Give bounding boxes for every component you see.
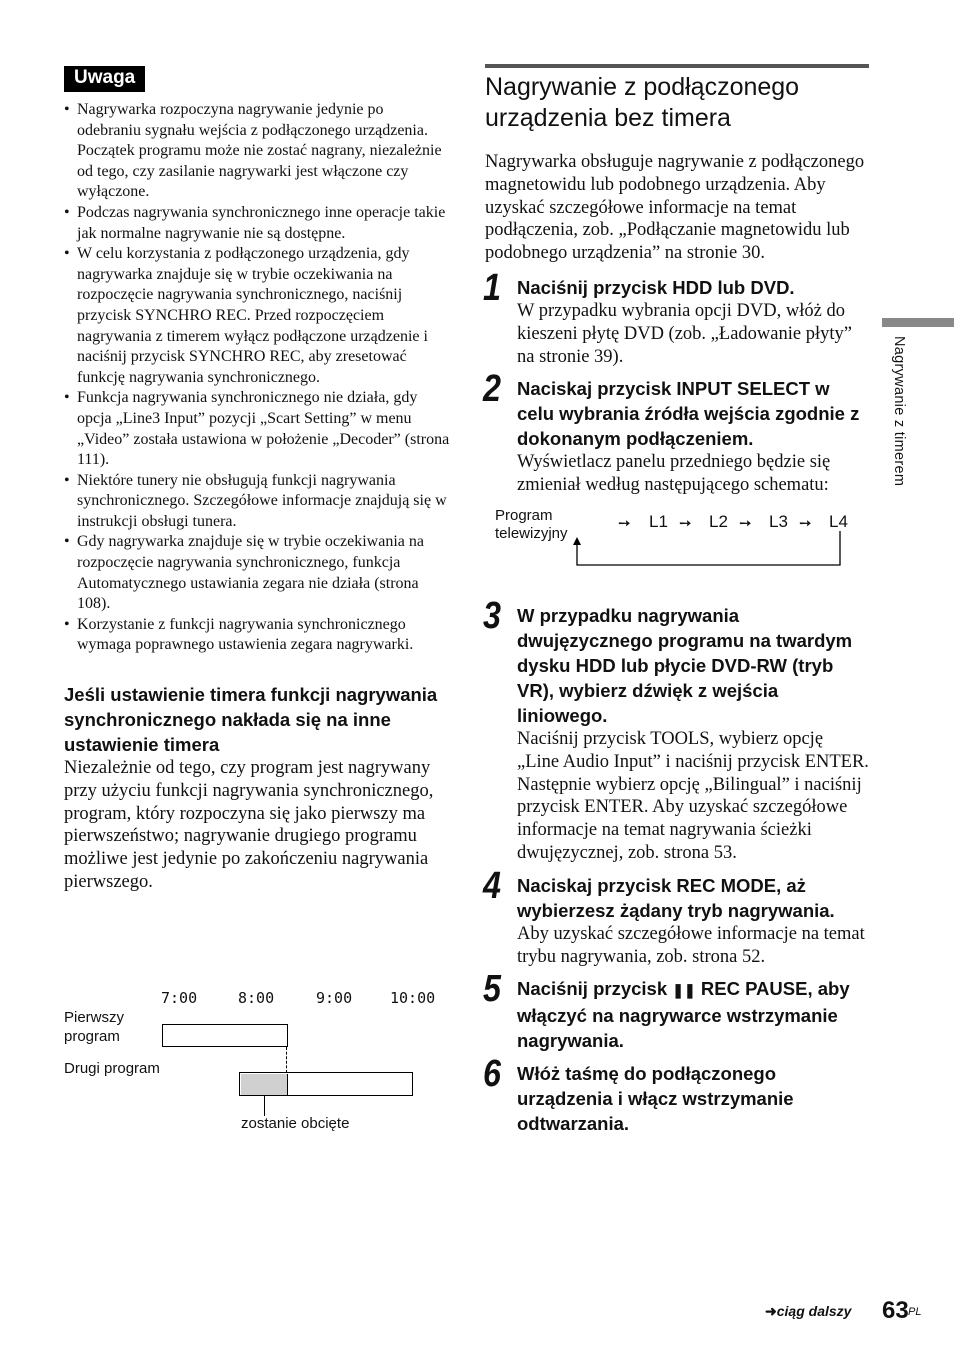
step-title-part: Naciśnij przycisk: [517, 978, 673, 1000]
time-tick: 9:00: [316, 989, 353, 1007]
step-2: [483, 368, 869, 497]
step-number: 1: [483, 266, 501, 309]
cut-label: zostanie obcięte: [241, 1115, 350, 1132]
cut-pointer: [264, 1096, 265, 1116]
step-number: 3: [483, 594, 501, 637]
step-body: W przypadku wybrania opcji DVD, włóż do kieszeni płytę DVD (zob. „Ładowanie płyty” na stronie 39).: [517, 300, 852, 367]
step-title: Naciskaj przycisk REC MODE, aż wybierzesz żądany tryb nagrywania.: [517, 874, 835, 921]
step-title: Naciśnij przycisk HDD lub DVD.: [517, 276, 795, 298]
arrow-right-icon: ➙: [618, 513, 631, 532]
timeline-diagram: [64, 985, 450, 1135]
step-3: [483, 594, 869, 865]
note-item: • Gdy nagrywarka znajduje się w trybie oczekiwania na rozpoczęcie nagrywania synchronicznego, funkcja Automatycznego ustawiania zegara nie działa (strona 108).: [64, 532, 450, 614]
overlap-heading: Jeśli ustawienie timera funkcji nagrywania synchronicznego nakłada się na inne ustawienie timera: [64, 684, 438, 756]
cut-segment: [241, 1074, 288, 1095]
step-number: 4: [483, 864, 501, 907]
arrow-right-icon: ➙: [739, 513, 752, 532]
arrow-right-icon: ➙: [799, 513, 812, 532]
note-list: [64, 100, 450, 656]
step-title: Włóż taśmę do podłączonego urządzenia i włącz wstrzymanie odtwarzania.: [517, 1063, 794, 1135]
step-number: 5: [483, 968, 501, 1011]
pause-icon: ❚❚: [672, 982, 696, 999]
time-tick: 10:00: [390, 989, 436, 1007]
time-tick: 7:00: [161, 989, 198, 1007]
continued-note: [765, 1303, 851, 1320]
step-title: Naciskaj przycisk INPUT SELECT w celu wybrania źródła wejścia zgodnie z dokonanym podłączeniem.: [517, 378, 860, 450]
step-body: Wyświetlacz panelu przedniego będzie się zmieniał według następującego schematu:: [517, 452, 831, 496]
side-tab-label: Nagrywanie z timerem: [891, 336, 907, 487]
step-5: [483, 968, 869, 1053]
overlap-body: Niezależnie od tego, czy program jest nagrywany przy użyciu funkcji nagrywania synchronicznego, program, który rozpoczyna się jako pierwszy ma pierwszeństwo; nagrywanie drugiego programu możliwe jest jedynie po zakończeniu nagrywania pierwszego.: [64, 758, 434, 893]
note-item: • Funkcja nagrywania synchronicznego nie działa, gdy opcja „Line3 Input” pozycji „Scart Setting” w menu „Video” została ustawiona w położenie „Decoder” (strona 111).: [64, 388, 450, 470]
step-body: Naciśnij przycisk TOOLS, wybierz opcję „Line Audio Input” i naciśnij przycisk ENTER. Następnie wybierz opcję „Bilingual” i naciśnij przycisk ENTER. Aby uzyskać szczegółowe informacje na temat nagrywania ścieżki dwujęzycznej, zob. strona 53.: [517, 728, 869, 863]
note-item: • Niektóre tunery nie obsługują funkcji nagrywania synchronicznego. Szczegółowe informacje znajdują się w instrukcji obsługi tunera.: [64, 471, 450, 533]
right-column: [485, 64, 869, 1136]
first-program-bar: [162, 1024, 288, 1047]
section-intro: Nagrywarka obsługuje nagrywanie z podłączonego magnetowidu lub podobnego urządzenia. Aby uzyskać szczegółowe informacje na temat podłączenia, zob. „Podłączanie magnetowidu lub podobnego urządzenia” na stronie 30.: [485, 152, 865, 264]
first-program-label: Pierwszy program: [64, 1009, 125, 1045]
step-1: [483, 266, 869, 368]
step-title: [517, 976, 869, 1053]
note-item: • Nagrywarka rozpoczyna nagrywanie jedynie po odebraniu sygnału wejścia z podłączonego urządzenia. Początek programu może nie zostać nagrany, niezależnie od tego, czy zasilanie nagrywarki jest włączone czy wyłączone.: [64, 100, 450, 203]
side-tab-bar: [882, 318, 954, 327]
flow-return-line: [485, 507, 869, 589]
arrow-right-icon: ➙: [679, 513, 692, 532]
flow-item: L3: [769, 511, 788, 531]
section-rule: [485, 64, 869, 68]
time-tick: 8:00: [238, 989, 275, 1007]
note-label: Uwaga: [64, 66, 145, 92]
note-item: • Podczas nagrywania synchronicznego inne operacje takie jak normalne nagrywanie nie są dostępne.: [64, 203, 450, 244]
step-title-part: REC PAUSE, aby włączyć na nagrywarce wstrzymanie nagrywania.: [517, 978, 850, 1052]
input-flow-diagram: [485, 507, 869, 589]
note-item: • Korzystanie z funkcji nagrywania synchronicznego wymaga poprawnego ustawienia zegara nagrywarki.: [64, 615, 450, 656]
arrow-right-icon: ➜: [765, 1303, 777, 1319]
flow-item: L2: [709, 511, 728, 531]
flow-item: L1: [649, 511, 668, 531]
flow-item: L4: [829, 511, 848, 531]
continued-label: ciąg dalszy: [776, 1303, 852, 1319]
step-6: [483, 1053, 869, 1136]
step-title: W przypadku nagrywania dwujęzycznego programu na twardym dysku HDD lub płycie DVD-RW (tryb VR), wybierz dźwięk z wejścia liniowego.: [517, 604, 853, 726]
flow-source-label: Program telewizyjny: [495, 506, 568, 542]
step-4: [483, 864, 869, 969]
step-number: 2: [483, 368, 501, 411]
step-number: 6: [483, 1053, 501, 1096]
note-item: • W celu korzystania z podłączonego urządzenia, gdy nagrywarka znajduje się w trybie oczekiwania na rozpoczęcie nagrywania synchronicznego, naciśnij przycisk SYNCHRO REC. Przed rozpoczęciem nagrywania z timerem wyłącz podłączone urządzenie i naciśnij przycisk SYNCHRO REC, aby zresetować funkcję nagrywania synchronicznego.: [64, 244, 450, 388]
left-column: [64, 66, 450, 894]
page-language: PL: [908, 1306, 922, 1318]
page-number: 63: [882, 1297, 909, 1324]
step-body: Aby uzyskać szczegółowe informacje na temat trybu nagrywania, zob. strona 52.: [517, 923, 865, 967]
second-program-label: Drugi program: [64, 1060, 160, 1077]
section-title: Nagrywanie z podłączonego urządzenia bez timera: [485, 73, 800, 132]
cut-divider: [286, 1047, 287, 1073]
